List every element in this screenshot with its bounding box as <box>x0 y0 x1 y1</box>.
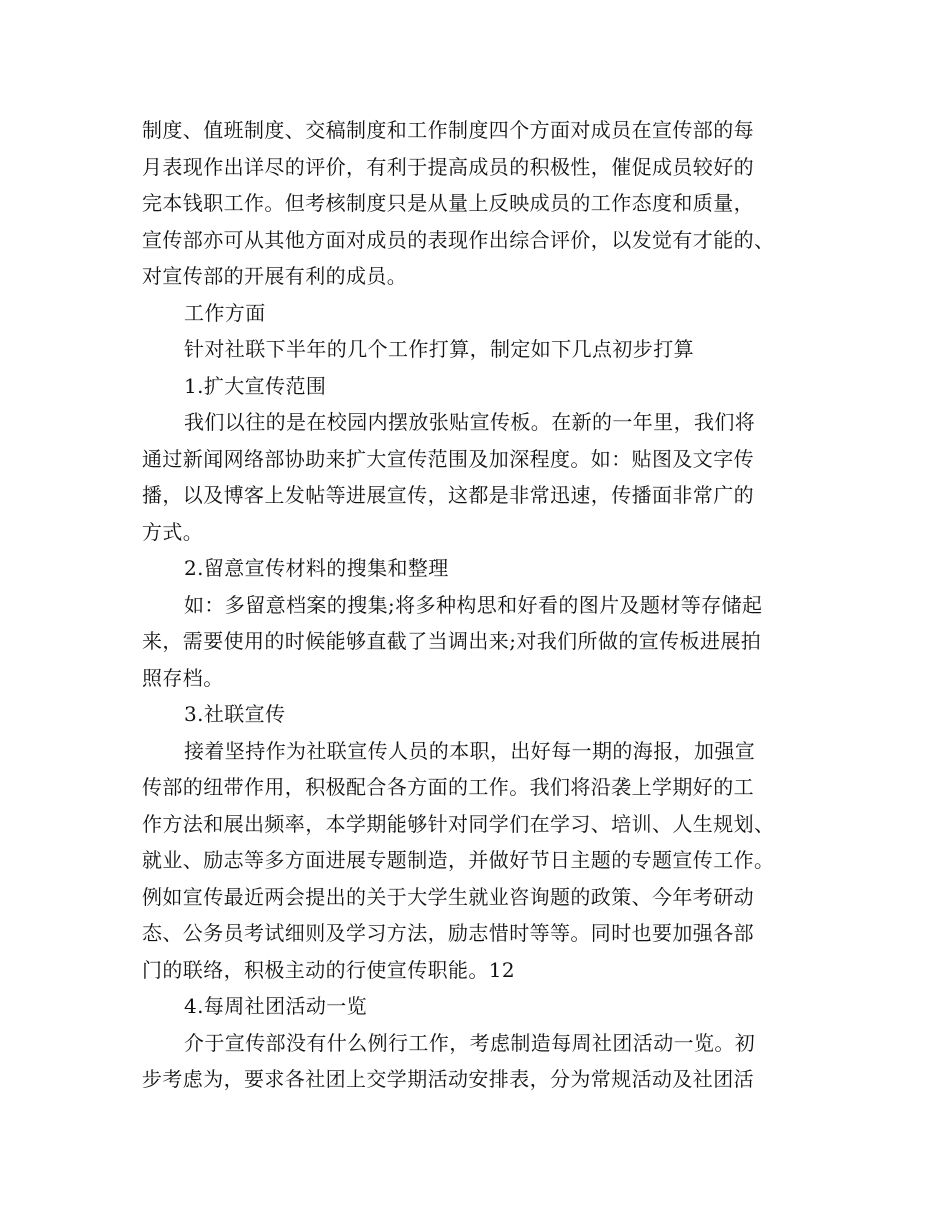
text-line: 如：多留意档案的搜集;将多种构思和好看的图片及题材等存储起 <box>184 592 763 617</box>
text-line: 2.留意宣传材料的搜集和整理 <box>184 556 449 580</box>
text-line: 针对社联下半年的几个工作打算，制定如下几点初步打算 <box>184 337 694 361</box>
text-line: 完本钱职工作。但考核制度只是从量上反映成员的工作态度和质量， <box>142 191 754 215</box>
text-line: 照存档。 <box>142 665 224 690</box>
text-line: 宣传部亦可从其他方面对成员的表现作出综合评价，以发觉有才能的、 <box>142 227 775 252</box>
text-line: 接着坚持作为社联宣传人员的本职，出好每一期的海报，加强宣 <box>184 738 756 763</box>
text-line: 3.社联宣传 <box>184 702 286 726</box>
text-line: 我们以往的是在校园内摆放张贴宣传板。在新的一年里，我们将 <box>184 410 756 434</box>
text-line: 例如宣传最近两会提出的关于大学生就业咨询题的政策、今年考研动 <box>142 884 754 909</box>
text-line: 介于宣传部没有什么例行工作，考虑制造每周社团活动一览。初 <box>184 1030 756 1055</box>
text-line: 通过新闻网络部协助来扩大宣传范围及加深程度。如：贴图及文字传 <box>142 446 754 471</box>
text-line: 工作方面 <box>184 300 266 325</box>
text-line: 传部的纽带作用，积极配合各方面的工作。我们将沿袭上学期好的工 <box>142 775 754 799</box>
text-line: 方式。 <box>142 519 204 544</box>
text-line: 就业、励志等多方面进展专题制造，并做好节日主题的专题宣传工作。 <box>142 848 775 872</box>
text-line: 月表现作出详尽的评价，有利于提高成员的积极性，催促成员较好的 <box>142 154 754 179</box>
text-line: 门的联络，积极主动的行使宣传职能。12 <box>142 957 516 982</box>
text-line: 步考虑为，要求各社团上交学期活动安排表，分为常规活动及社团活 <box>142 1067 754 1091</box>
text-line: 态、公务员考试细则及学习方法，励志惜时等等。同时也要加强各部 <box>142 921 754 945</box>
text-line: 1.扩大宣传范围 <box>184 373 327 398</box>
text-line: 制度、值班制度、交稿制度和工作制度四个方面对成员在宣传部的每 <box>142 118 754 142</box>
text-line: 来，需要使用的时候能够直截了当调出来;对我们所做的宣传板进展拍 <box>142 629 762 653</box>
text-line: 对宣传部的开展有利的成员。 <box>142 264 408 288</box>
text-line: 播，以及博客上发帖等进展宣传，这都是非常迅速，传播面非常广的 <box>142 483 754 507</box>
text-line: 作方法和展出频率，本学期能够针对同学们在学习、培训、人生规划、 <box>142 811 775 836</box>
text-line: 4.每周社团活动一览 <box>184 994 368 1018</box>
document-body <box>142 112 814 1098</box>
